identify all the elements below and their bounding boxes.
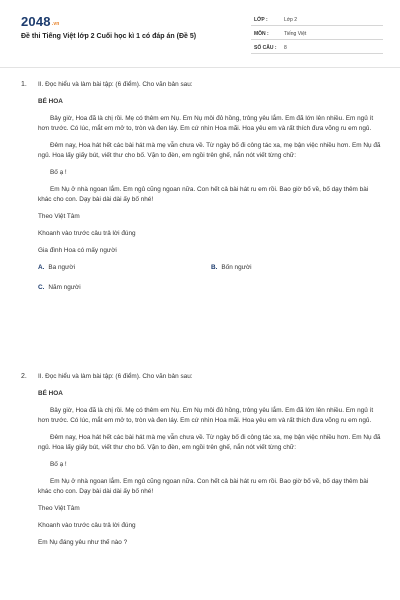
- site-logo[interactable]: [21, 14, 60, 29]
- logo-text: 2048: [21, 14, 51, 29]
- passage-title: BÉ HOA: [38, 98, 63, 105]
- info-value: Tiếng Việt: [284, 31, 307, 37]
- info-key: SỐ CÂU :: [254, 45, 277, 51]
- info-key: MÔN :: [254, 31, 269, 37]
- document-title: Đề thi Tiếng Việt lớp 2 Cuối học kì 1 có đáp án (Đề 5): [21, 33, 197, 40]
- info-row-class: [251, 14, 383, 26]
- task-instruction: Khoanh vào trước câu trả lời đúng: [38, 230, 136, 237]
- info-row-count: [251, 42, 383, 54]
- info-value: 8: [284, 45, 287, 51]
- question-body: [38, 372, 383, 555]
- letter-body: Em Nụ ở nhà ngoan lắm. Em ngủ cũng ngoan nữa. Con hết cả bài hát ru em rồi. Bao giờ bố về, bố dạy thêm bài khác cho con. Dạy bài dài dài ấy bố nhé!: [38, 478, 369, 495]
- letter-salutation: Bố ạ !: [50, 461, 67, 468]
- option-c[interactable]: [38, 283, 81, 293]
- passage-paragraph: Bây giờ, Hoa đã là chị rồi. Mẹ có thêm em Nụ. Em Nụ môi đỏ hồng, trông yêu lắm. Em đã lớn lên nhiều. Em ngủ ít hơn trước. Có lúc, mắt em mở to, tròn và đen láy. Em cứ nhìn Hoa mãi. Hoa yêu em và rất thích đưa võng ru em ngủ.: [38, 407, 374, 424]
- question-text: Em Nụ đáng yêu như thế nào ?: [38, 539, 128, 546]
- options-row: [38, 283, 383, 295]
- info-row-subject: [251, 28, 383, 40]
- option-a[interactable]: [38, 263, 75, 273]
- option-text: Ba người: [48, 264, 75, 271]
- question-body: [38, 80, 383, 303]
- question-text: Gia đình Hoa có mấy người: [38, 247, 117, 254]
- passage-title: BÉ HOA: [38, 390, 63, 397]
- letter-body: Em Nụ ở nhà ngoan lắm. Em ngủ cũng ngoan nữa. Con hết cả bài hát ru em rồi. Bao giờ bố về, bố dạy thêm bài khác cho con. Dạy bài dài dài ấy bố nhé!: [38, 186, 369, 203]
- option-text: Năm người: [48, 284, 81, 291]
- passage-paragraph: Bây giờ, Hoa đã là chị rồi. Mẹ có thêm em Nụ. Em Nụ môi đỏ hồng, trông yêu lắm. Em đã lớn lên nhiều. Em ngủ ít hơn trước. Có lúc, mắt em mở to, tròn và đen láy. Em cứ nhìn Hoa mãi. Hoa yêu em và rất thích đưa võng ru em ngủ.: [38, 115, 374, 132]
- info-key: LỚP :: [254, 17, 268, 23]
- header-divider: [0, 67, 400, 68]
- option-b[interactable]: [211, 263, 252, 273]
- exam-info-box: [251, 14, 383, 54]
- options-row: [38, 263, 383, 275]
- question-instruction: II. Đọc hiểu và làm bài tập: (6 điểm). Cho văn bản sau:: [38, 81, 193, 88]
- task-instruction: Khoanh vào trước câu trả lời đúng: [38, 522, 136, 529]
- option-text: Bốn người: [221, 264, 252, 271]
- passage-author: Theo Việt Tâm: [38, 505, 80, 512]
- option-label: C.: [38, 284, 45, 291]
- passage-paragraph: Đêm nay, Hoa hát hết các bài hát mà mẹ vẫn chưa về. Từ ngày bố đi công tác xa, mẹ bận việc nhiều hơn. Em Nụ đã ngủ. Hoa lấy giấy bút, viết thư cho bố. Vặn to đèn, em ngồi trên ghế, nắn nót viết từng chữ:: [38, 142, 381, 159]
- passage-author: Theo Việt Tâm: [38, 213, 80, 220]
- passage-paragraph: Đêm nay, Hoa hát hết các bài hát mà mẹ vẫn chưa về. Từ ngày bố đi công tác xa, mẹ bận việc nhiều hơn. Em Nụ đã ngủ. Hoa lấy giấy bút, viết thư cho bố. Vặn to đèn, em ngồi trên ghế, nắn nót viết từng chữ:: [38, 434, 381, 451]
- letter-salutation: Bố ạ !: [50, 169, 67, 176]
- question-number: 1.: [21, 81, 27, 88]
- option-label: A.: [38, 264, 45, 271]
- page-header: [0, 0, 400, 60]
- question-number: 2.: [21, 373, 27, 380]
- option-label: B.: [211, 264, 218, 271]
- logo-suffix: .vn: [51, 21, 60, 27]
- question-instruction: II. Đọc hiểu và làm bài tập: (6 điểm). Cho văn bản sau:: [38, 373, 193, 380]
- info-value: Lớp 2: [284, 17, 298, 23]
